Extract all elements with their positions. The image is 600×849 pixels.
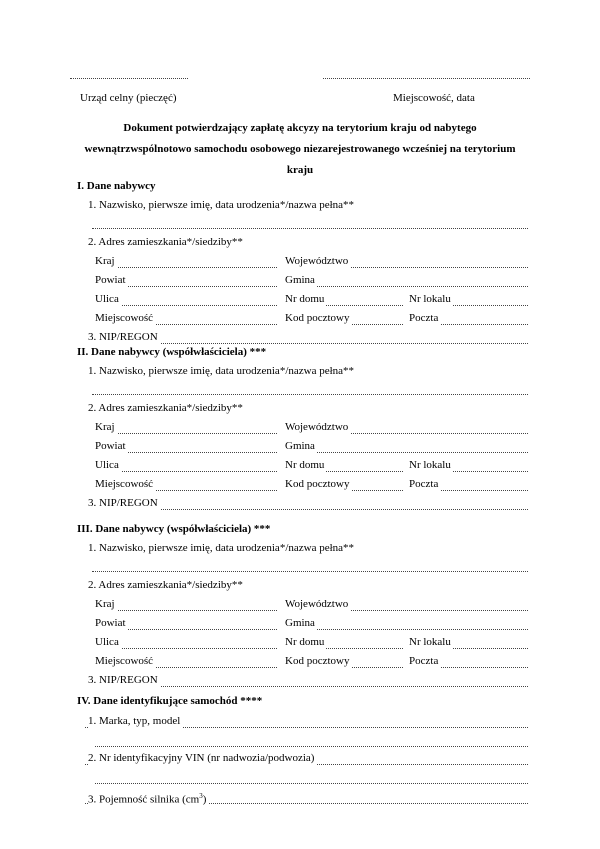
ulica-line[interactable]	[95, 648, 277, 649]
name-label: 1. Nazwisko, pierwsze imię, data urodzenia*/nazwa pełna**	[88, 542, 355, 554]
nr-lokalu-label: Nr lokalu	[409, 636, 451, 648]
miejscowosc-label: Miejscowość	[95, 655, 154, 667]
section-heading: I. Dane nabywcy	[77, 180, 156, 192]
gmina-line[interactable]	[285, 452, 528, 453]
powiat-label: Powiat	[95, 440, 126, 452]
brand-label: 1. Marka, typ, model	[88, 715, 181, 727]
ulica-label: Ulica	[95, 459, 119, 471]
miejscowosc-label: Miejscowość	[95, 478, 154, 490]
nr-lokalu-label: Nr lokalu	[409, 293, 451, 305]
gmina-line[interactable]	[285, 629, 528, 630]
nr-domu-label: Nr domu	[285, 459, 325, 471]
vin-line-2[interactable]	[95, 783, 528, 784]
nip-regon-label: 3. NIP/REGON	[88, 674, 158, 686]
title-line-1: Dokument potwierdzający zapłatę akcyzy na terytorium kraju od nabytego	[123, 122, 477, 134]
kraj-label: Kraj	[95, 421, 115, 433]
poczta-label: Poczta	[409, 478, 439, 490]
section-heading: III. Dane nabywcy (współwłaściciela) ***	[77, 523, 271, 535]
name-input-line[interactable]	[92, 394, 528, 395]
wojewodztwo-label: Województwo	[285, 598, 349, 610]
powiat-label: Powiat	[95, 617, 126, 629]
wojewodztwo-label: Województwo	[285, 255, 349, 267]
powiat-label: Powiat	[95, 274, 126, 286]
title-line-3: kraju	[286, 164, 314, 176]
address-label: 2. Adres zamieszkania*/siedziby**	[88, 402, 243, 414]
ulica-label: Ulica	[95, 293, 119, 305]
nip-regon-label: 3. NIP/REGON	[88, 331, 158, 343]
kod-pocztowy-label: Kod pocztowy	[285, 655, 350, 667]
place-date-caption: Miejscowość, data	[393, 92, 475, 104]
nip-regon-label: 3. NIP/REGON	[88, 497, 158, 509]
section-heading: II. Dane nabywcy (współwłaściciela) ***	[77, 346, 267, 358]
gmina-label: Gmina	[285, 617, 315, 629]
miejscowosc-label: Miejscowość	[95, 312, 154, 324]
address-label: 2. Adres zamieszkania*/siedziby**	[88, 579, 243, 591]
poczta-label: Poczta	[409, 312, 439, 324]
gmina-line[interactable]	[285, 286, 528, 287]
gmina-label: Gmina	[285, 274, 315, 286]
gmina-label: Gmina	[285, 440, 315, 452]
kod-pocztowy-label: Kod pocztowy	[285, 312, 350, 324]
vin-label: 2. Nr identyfikacyjny VIN (nr nadwozia/podwozia)	[88, 752, 315, 764]
kraj-label: Kraj	[95, 598, 115, 610]
office-caption: Urząd celny (pieczęć)	[80, 92, 177, 104]
nr-lokalu-label: Nr lokalu	[409, 459, 451, 471]
name-label: 1. Nazwisko, pierwsze imię, data urodzenia*/nazwa pełna**	[88, 365, 355, 377]
document-title	[60, 118, 540, 181]
kraj-label: Kraj	[95, 255, 115, 267]
kraj-line[interactable]	[95, 267, 277, 268]
nr-domu-label: Nr domu	[285, 636, 325, 648]
brand-line-2[interactable]	[95, 746, 528, 747]
kod-pocztowy-label: Kod pocztowy	[285, 478, 350, 490]
vehicle-heading: IV. Dane identyfikujące samochód ****	[77, 695, 263, 707]
name-label: 1. Nazwisko, pierwsze imię, data urodzenia*/nazwa pełna**	[88, 199, 355, 211]
engine-capacity-label: 3. Pojemność silnika $(cm^3)$	[88, 792, 207, 806]
address-label: 2. Adres zamieszkania*/siedziby**	[88, 236, 243, 248]
nr-domu-label: Nr domu	[285, 293, 325, 305]
name-input-line[interactable]	[92, 571, 528, 572]
place-date-line	[323, 78, 530, 79]
ulica-line[interactable]	[95, 471, 277, 472]
ulica-line[interactable]	[95, 305, 277, 306]
title-line-2: wewnątrzwspólnotowo samochodu osobowego niezarejestrowanego wcześniej na terytorium	[84, 143, 516, 155]
poczta-label: Poczta	[409, 655, 439, 667]
office-stamp-line	[70, 78, 188, 79]
ulica-label: Ulica	[95, 636, 119, 648]
kraj-line[interactable]	[95, 433, 277, 434]
kraj-line[interactable]	[95, 610, 277, 611]
wojewodztwo-label: Województwo	[285, 421, 349, 433]
name-input-line[interactable]	[92, 228, 528, 229]
